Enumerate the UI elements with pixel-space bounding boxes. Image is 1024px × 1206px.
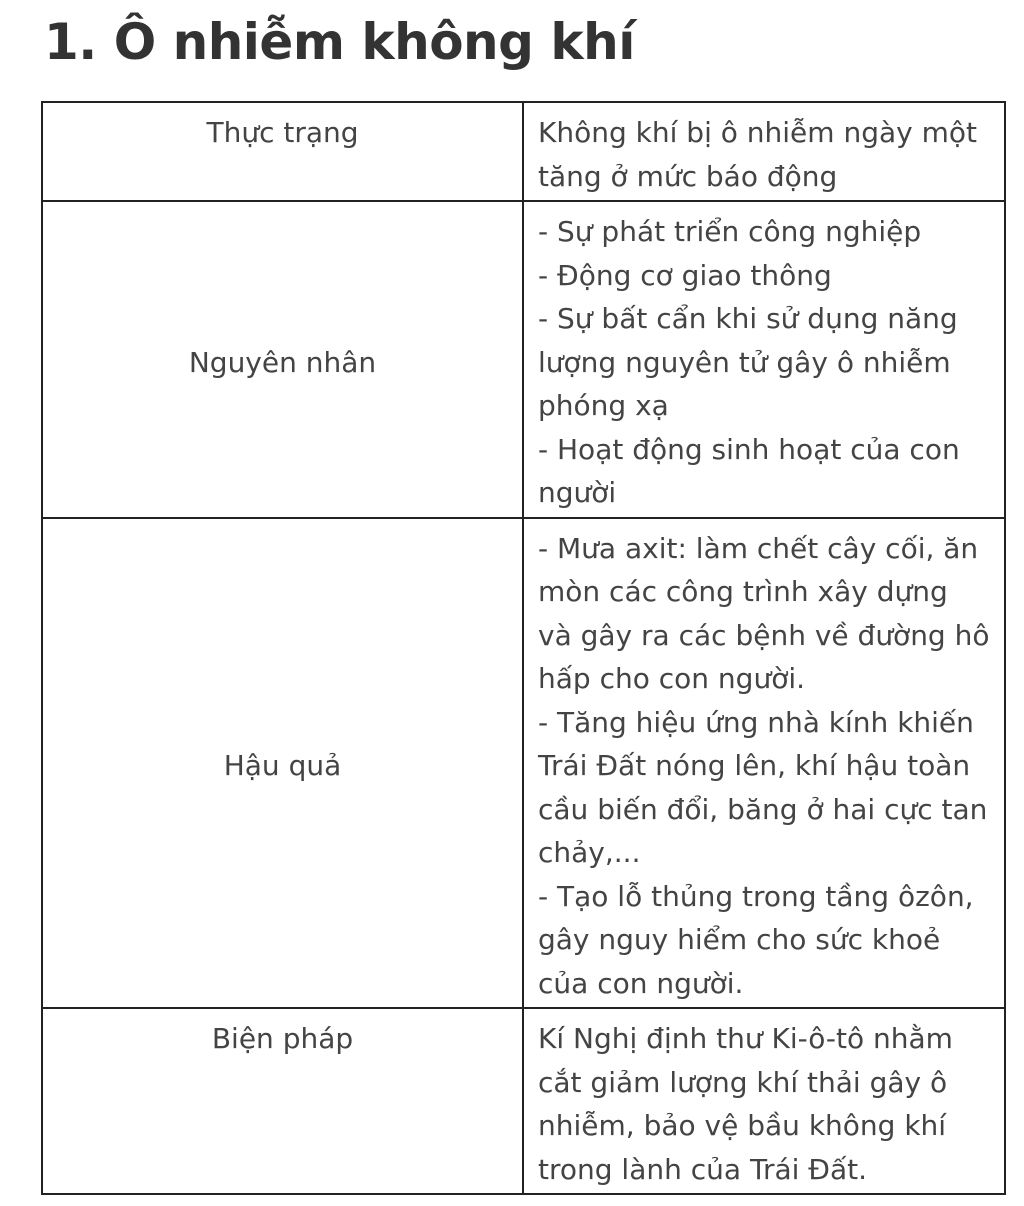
row-content-effect (523, 518, 1005, 1009)
table-row-cause (42, 201, 1005, 518)
row-label-effect: Hậu quả (42, 518, 523, 1009)
content-line: - Động cơ giao thông (538, 258, 832, 292)
content-line: - Sự bất cẩn khi sử dụng năng lượng nguyên tử gây ô nhiễm phóng xạ (538, 302, 958, 422)
content-line: - Tăng hiệu ứng nhà kính khiến Trái Đất nóng lên, khí hậu toàn cầu biến đổi, băng ở hai cực tan chảy,... (538, 705, 988, 869)
page-title: 1. Ô nhiễm không khí (44, 13, 635, 71)
content-line: - Mưa axit: làm chết cây cối, ăn mòn các công trình xây dựng và gây ra các bệnh về đường hô hấp cho con người. (538, 531, 990, 695)
content-line: - Hoạt động sinh hoạt của con người (538, 432, 960, 509)
content-line: Không khí bị ô nhiễm ngày một tăng ở mức báo động (538, 116, 977, 193)
row-label-cause: Nguyên nhân (42, 201, 523, 518)
content-line: - Sự phát triển công nghiệp (538, 215, 922, 248)
table-row-status (42, 102, 1005, 201)
air-pollution-table (41, 101, 1006, 1195)
row-label-status: Thực trạng (42, 102, 523, 201)
content-line: Kí Nghị định thư Ki-ô-tô nhằm cắt giảm lượng khí thải gây ô nhiễm, bảo vệ bầu không khí trong lành của Trái Đất. (538, 1022, 953, 1186)
content-line: - Tạo lỗ thủng trong tầng ôzôn, gây nguy hiểm cho sức khoẻ của con người. (538, 879, 974, 1000)
row-content-solution (523, 1008, 1005, 1194)
row-label-solution: Biện pháp (42, 1008, 523, 1194)
table-row-effect (42, 518, 1005, 1009)
row-content-cause (523, 201, 1005, 518)
table-row-solution (42, 1008, 1005, 1194)
row-content-status (523, 102, 1005, 201)
